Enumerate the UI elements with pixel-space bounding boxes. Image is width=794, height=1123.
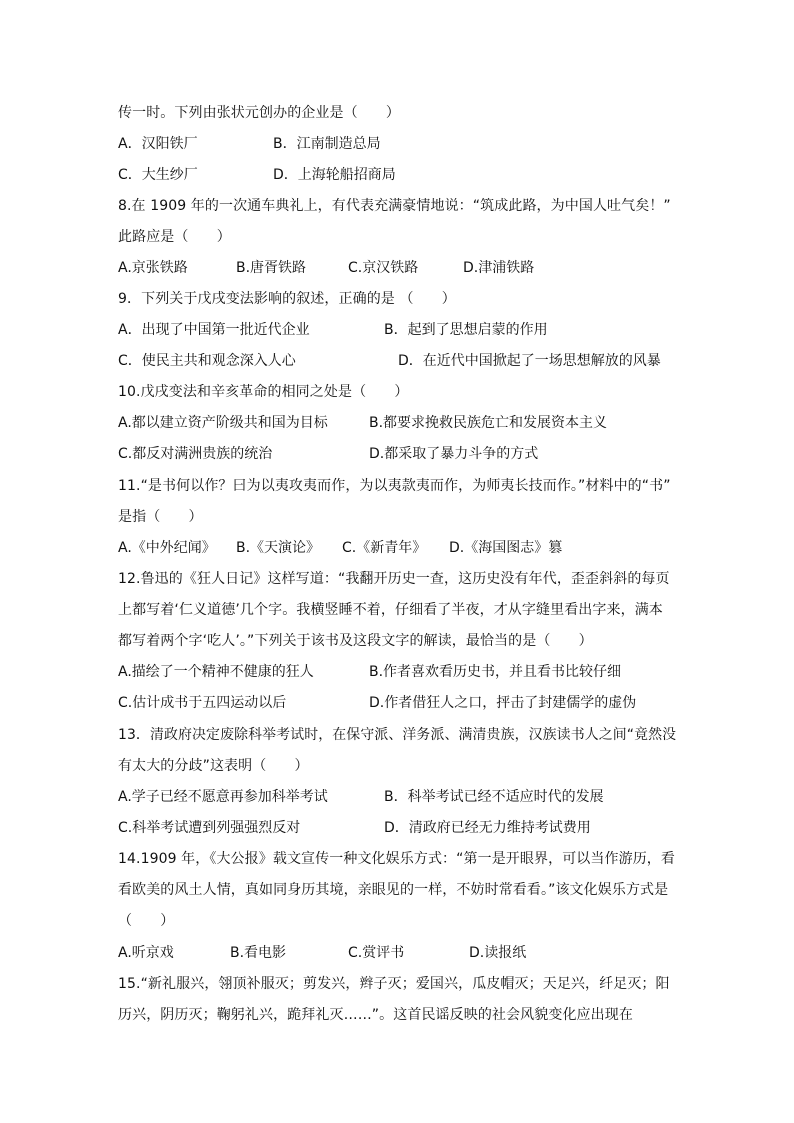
q11-option-c: C.《新青年》 xyxy=(342,540,427,556)
q10-option-a: A.都以建立资产阶级共和国为目标 xyxy=(118,415,328,431)
q10-option-d: D.都采取了暴力斗争的方式 xyxy=(369,446,539,462)
q10-option-c: C.都反对满洲贵族的统治 xyxy=(118,446,273,462)
q12-stem-line3: 都写着两个字‘吃人’。”下列关于该书及这段文字的解读，最恰当的是（ ） xyxy=(118,633,593,649)
q14-stem-line3: （ ） xyxy=(118,913,175,929)
q13-option-c: C.科举考试遭到列强强烈反对 xyxy=(118,820,301,836)
q13-option-b: B．科举考试已经不适应时代的发展 xyxy=(384,789,604,805)
watermark-glyph: 篡 xyxy=(548,540,563,556)
q8-option-b: B.唐胥铁路 xyxy=(236,260,307,276)
q13-stem-line1: 13．清政府决定废除科举考试时，在保守派、洋务派、满清贵族，汉族读书人之间“竟然没 xyxy=(118,727,677,743)
q12-option-a: A.描绘了一个精神不健康的狂人 xyxy=(118,664,314,680)
q11-option-d xyxy=(449,538,562,558)
q13-option-d: D．清政府已经无力维持考试费用 xyxy=(384,820,591,836)
q8-stem-line2: 此路应是（ ） xyxy=(118,229,231,245)
q8-option-a: A.京张铁路 xyxy=(118,260,188,276)
q11-stem-line2: 是指（ ） xyxy=(118,509,203,525)
q10-option-b: B.都要求挽救民族危亡和发展资本主义 xyxy=(369,415,608,431)
q15-stem-line1: 15.“新礼服兴，翎顶补服灭；剪发兴，辫子灭；爱国兴，瓜皮帽灭；天足兴，纤足灭；阳 xyxy=(118,976,670,992)
q8-option-c: C.京汉铁路 xyxy=(348,260,419,276)
q8-stem-line1: 8.在 1909 年的一次通车典礼上，有代表充满豪情地说：“筑成此路，为中国人吐气矣！” xyxy=(118,198,671,214)
q9-option-d: D．在近代中国掀起了一场思想解放的风暴 xyxy=(398,353,661,369)
q7-option-a: A．汉阳铁厂 xyxy=(118,136,198,152)
q9-option-c: C．使民主共和观念深入人心 xyxy=(118,353,296,369)
q7-option-c: C．大生纱厂 xyxy=(118,167,198,183)
q7-stem: 传一时。下列由张状元创办的企业是（ ） xyxy=(118,105,400,121)
q11-option-d-text: D.《海国图志》 xyxy=(449,540,549,556)
q14-option-b: B.看电影 xyxy=(230,945,287,961)
q14-option-a: A.听京戏 xyxy=(118,945,174,961)
q12-option-d: D.作者借狂人之口，抨击了封建儒学的虚伪 xyxy=(369,695,637,711)
q13-stem-line2: 有太大的分歧”这表明（ ） xyxy=(118,758,309,774)
q7-option-d: D．上海轮船招商局 xyxy=(273,167,396,183)
q11-stem-line1: 11.“是书何以作？曰为以夷攻夷而作，为以夷款夷而作，为师夷长技而作。”材料中的“书” xyxy=(118,478,671,494)
q8-option-d: D.津浦铁路 xyxy=(463,260,535,276)
q9-option-b: B．起到了思想启蒙的作用 xyxy=(384,322,548,338)
q13-option-a: A.学子已经不愿意再参加科举考试 xyxy=(118,789,328,805)
q12-stem-line2: 上都写着‘仁义道德’几个字。我横竖睡不着，仔细看了半夜，才从字缝里看出字来，满本 xyxy=(118,602,663,618)
q12-option-c: C.估计成书于五四运动以后 xyxy=(118,695,287,711)
q14-option-c: C.赏评书 xyxy=(348,945,405,961)
q7-option-b: B．江南制造总局 xyxy=(273,136,381,152)
q11-option-b: B.《天演论》 xyxy=(236,540,321,556)
q9-stem: 9．下列关于戊戌变法影响的叙述，正确的是 （ ） xyxy=(118,291,456,307)
q15-stem-line2: 历兴，阴历灭；鞠躬礼兴，跪拜礼灭……”。这首民谣反映的社会风貌变化应出现在 xyxy=(118,1007,633,1023)
q14-option-d: D.读报纸 xyxy=(469,945,527,961)
q14-stem-line1: 14.1909 年，《大公报》载文宣传一种文化娱乐方式：“第一是开眼界，可以当作游历，看 xyxy=(118,851,675,867)
q14-stem-line2: 看欧美的风土人情，真如同身历其境，亲眼见的一样，不妨时常看看。”该文化娱乐方式是 xyxy=(118,882,669,898)
q12-stem-line1: 12.鲁迅的《狂人日记》这样写道：“我翻开历史一查，这历史没有年代，歪歪斜斜的每页 xyxy=(118,571,670,587)
q11-option-a: A.《中外纪闻》 xyxy=(118,540,216,556)
q12-option-b: B.作者喜欢看历史书，并且看书比较仔细 xyxy=(369,664,622,680)
q10-stem: 10.戊戌变法和辛亥革命的相同之处是（ ） xyxy=(118,384,409,400)
q9-option-a: A．出现了中国第一批近代企业 xyxy=(118,322,310,338)
